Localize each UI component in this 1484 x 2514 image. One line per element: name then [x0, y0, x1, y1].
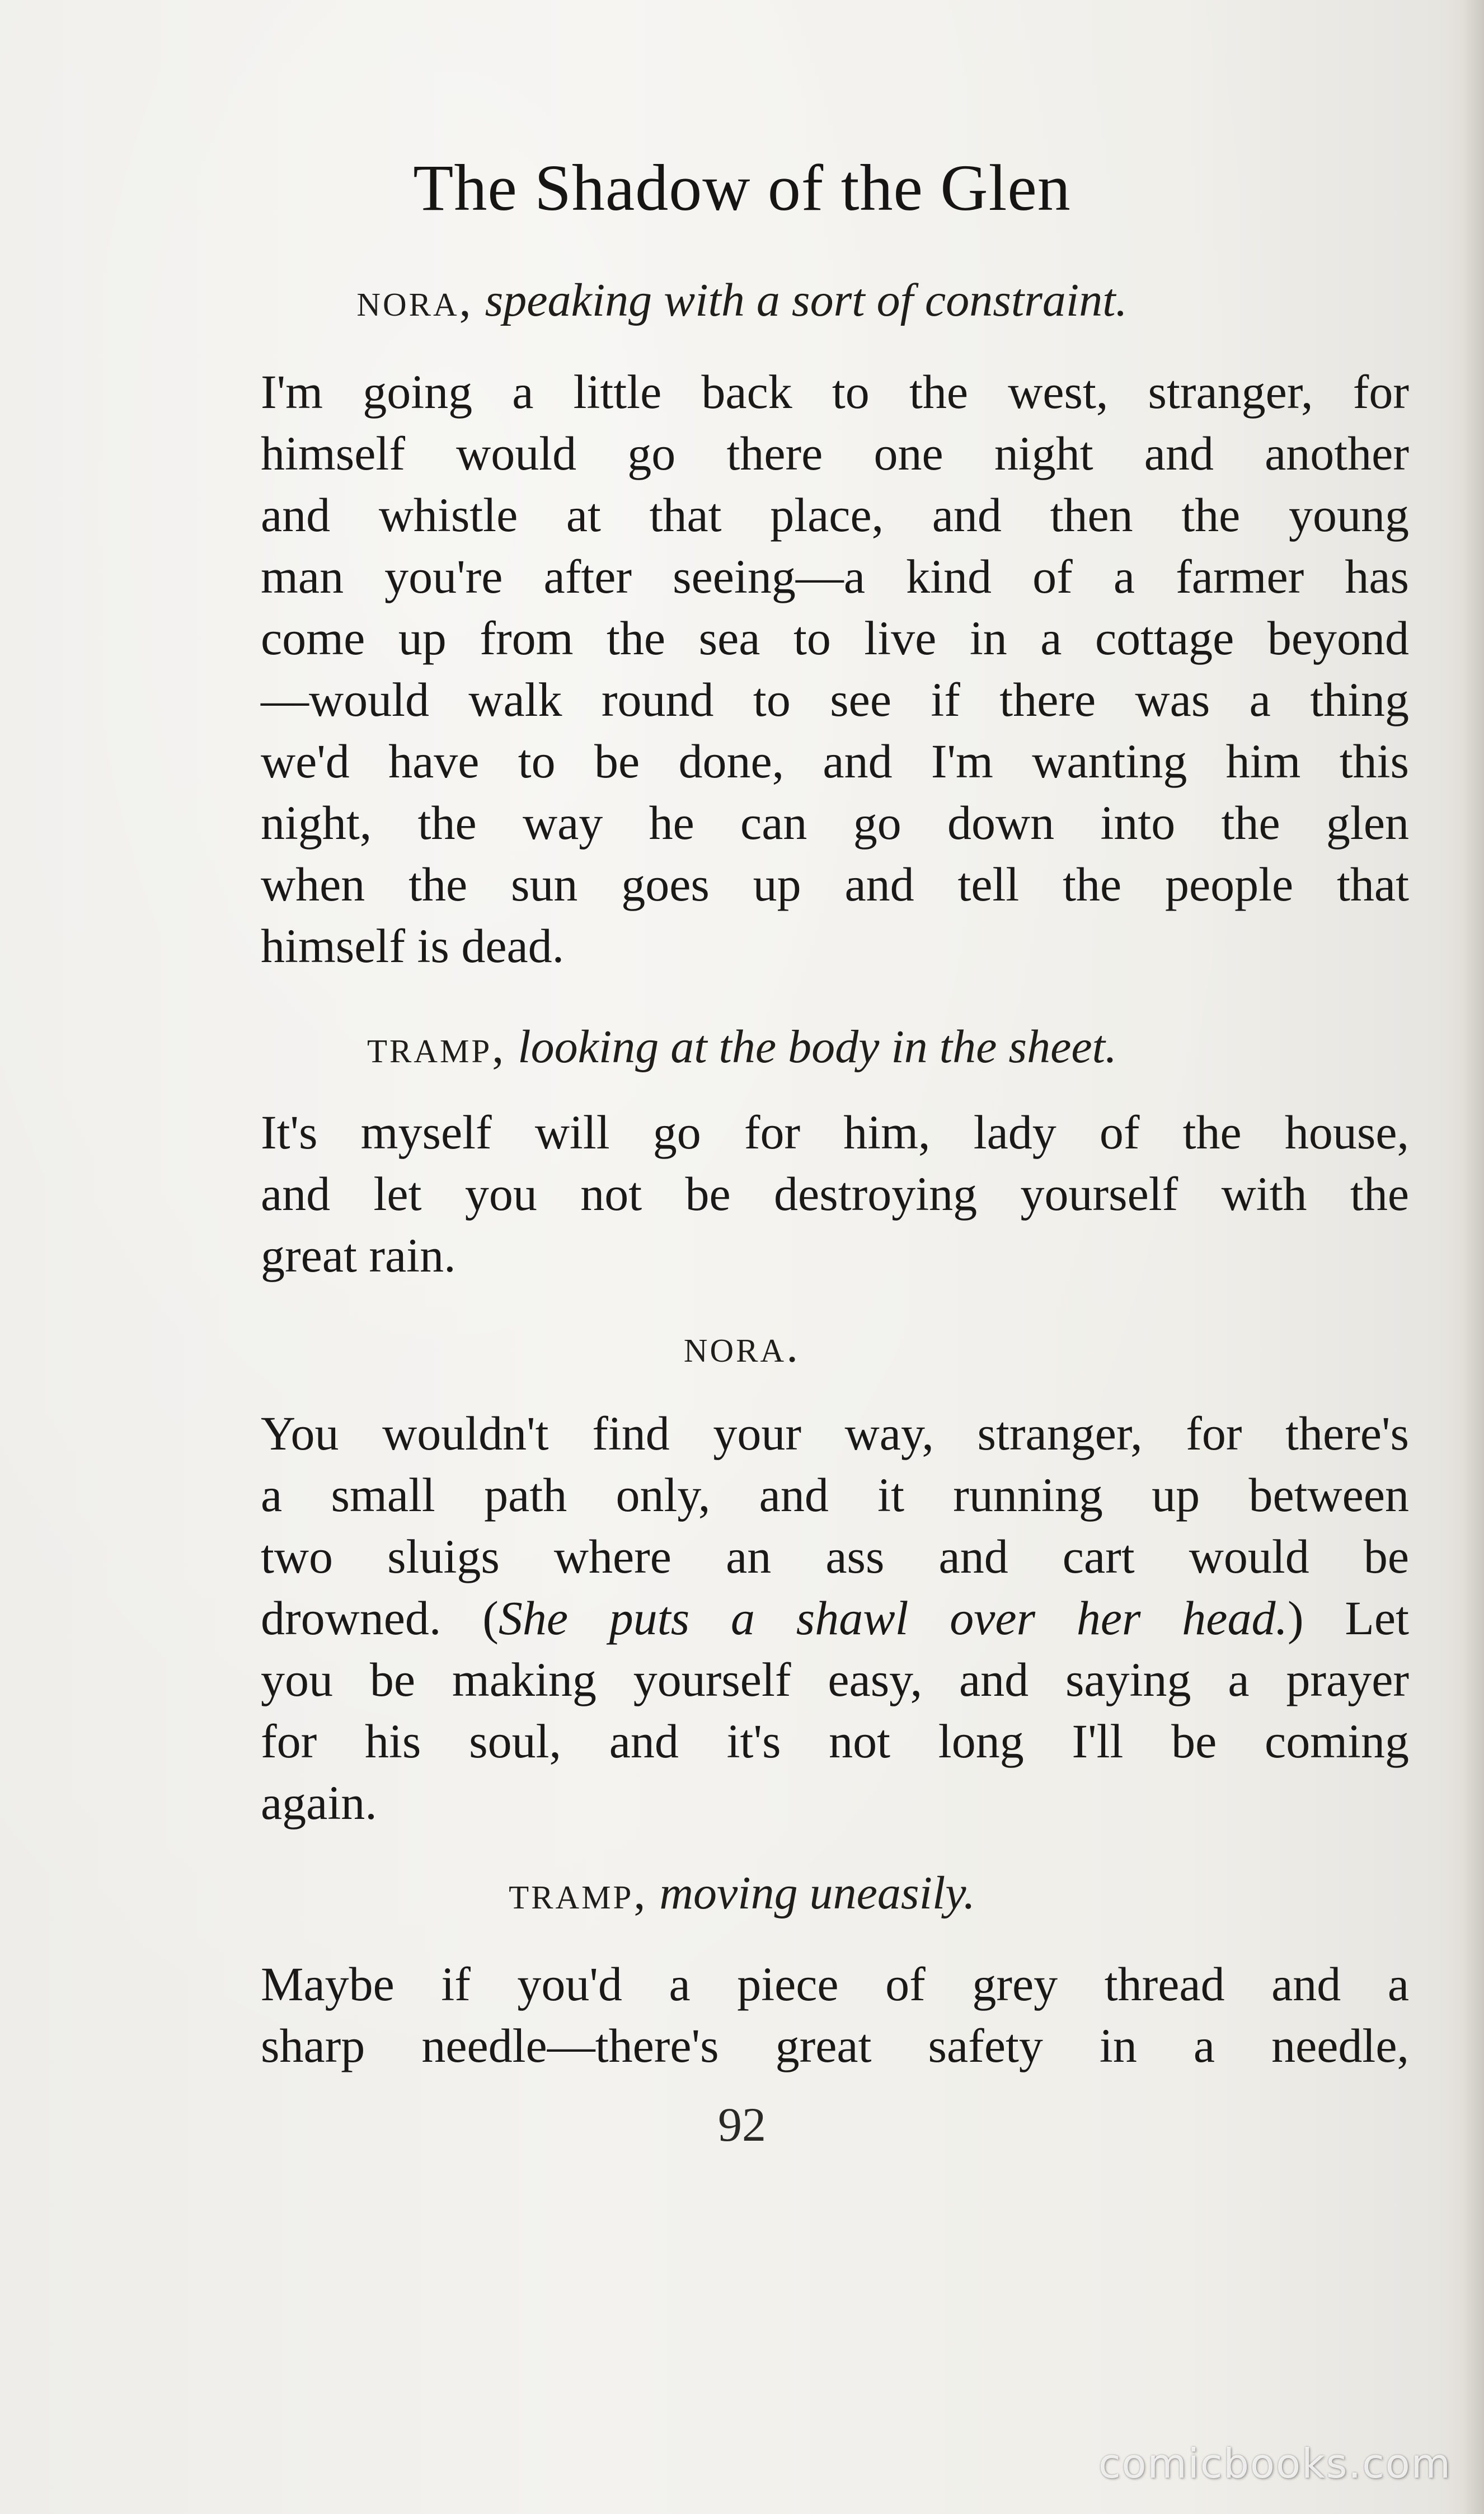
- inline-stage-direction: She puts a shawl over her head.: [498, 1591, 1288, 1645]
- speaker-heading: [0, 1866, 1484, 1920]
- dialogue-paragraph: [261, 1403, 1409, 1833]
- text-line: we'd have to be done, and I'm wanting him this: [261, 734, 1409, 788]
- watermark: comicbooks.com: [1098, 2440, 1452, 2487]
- stage-direction: speaking with a sort of constraint.: [485, 274, 1128, 326]
- text-line: sharp needle—there's great safety in a needle,: [261, 2019, 1409, 2072]
- text-line: and let you not be destroying yourself with the: [261, 1167, 1409, 1221]
- text-line: when the sun goes up and tell the people that: [261, 857, 1409, 911]
- stage-direction: moving uneasily.: [659, 1867, 975, 1919]
- text-line: —would walk round to see if there was a thing: [261, 673, 1409, 726]
- text-line: you be making yourself easy, and saying a prayer: [261, 1653, 1409, 1706]
- speaker-name: tramp,: [367, 1021, 506, 1073]
- text-line: himself would go there one night and another: [261, 426, 1409, 480]
- page-number: 92: [718, 2098, 766, 2151]
- text-line: man you're after seeing—a kind of a farmer has: [261, 550, 1409, 603]
- text-line: I'm going a little back to the west, stranger, for: [261, 365, 1409, 419]
- text-line: You wouldn't find your way, stranger, for there's: [261, 1406, 1409, 1460]
- running-title: The Shadow of the Glen: [413, 151, 1071, 224]
- speaker-name: nora.: [683, 1320, 801, 1372]
- text-line: night, the way he can go down into the glen: [261, 796, 1409, 850]
- text-line: a small path only, and it running up between: [261, 1468, 1409, 1522]
- text-line: Maybe if you'd a piece of grey thread and a: [261, 1957, 1409, 2011]
- speaker-name: tramp,: [509, 1867, 648, 1919]
- speaker-name: nora,: [356, 274, 473, 326]
- stage-direction: looking at the body in the sheet.: [518, 1021, 1117, 1073]
- dialogue-paragraph: [261, 1953, 1409, 2076]
- text-line: It's myself will go for him, lady of the house,: [261, 1105, 1409, 1159]
- speaker-heading: [0, 273, 1484, 327]
- text-line: again.: [261, 1776, 377, 1830]
- text-line: two sluigs where an ass and cart would be: [261, 1530, 1409, 1583]
- text-line: for his soul, and it's not long I'll be coming: [261, 1714, 1409, 1768]
- speaker-heading: [0, 1020, 1484, 1074]
- text-line: drowned. (She puts a shawl over her head.) Let: [261, 1591, 1409, 1645]
- text-line: and whistle at that place, and then the young: [261, 488, 1409, 542]
- text-line: great rain.: [261, 1228, 456, 1282]
- text-line: himself is dead.: [261, 919, 565, 973]
- dialogue-paragraph: [261, 361, 1409, 977]
- speaker-heading: [0, 1319, 1484, 1373]
- dialogue-paragraph: [261, 1101, 1409, 1286]
- text-line: come up from the sea to live in a cottage beyond: [261, 611, 1409, 665]
